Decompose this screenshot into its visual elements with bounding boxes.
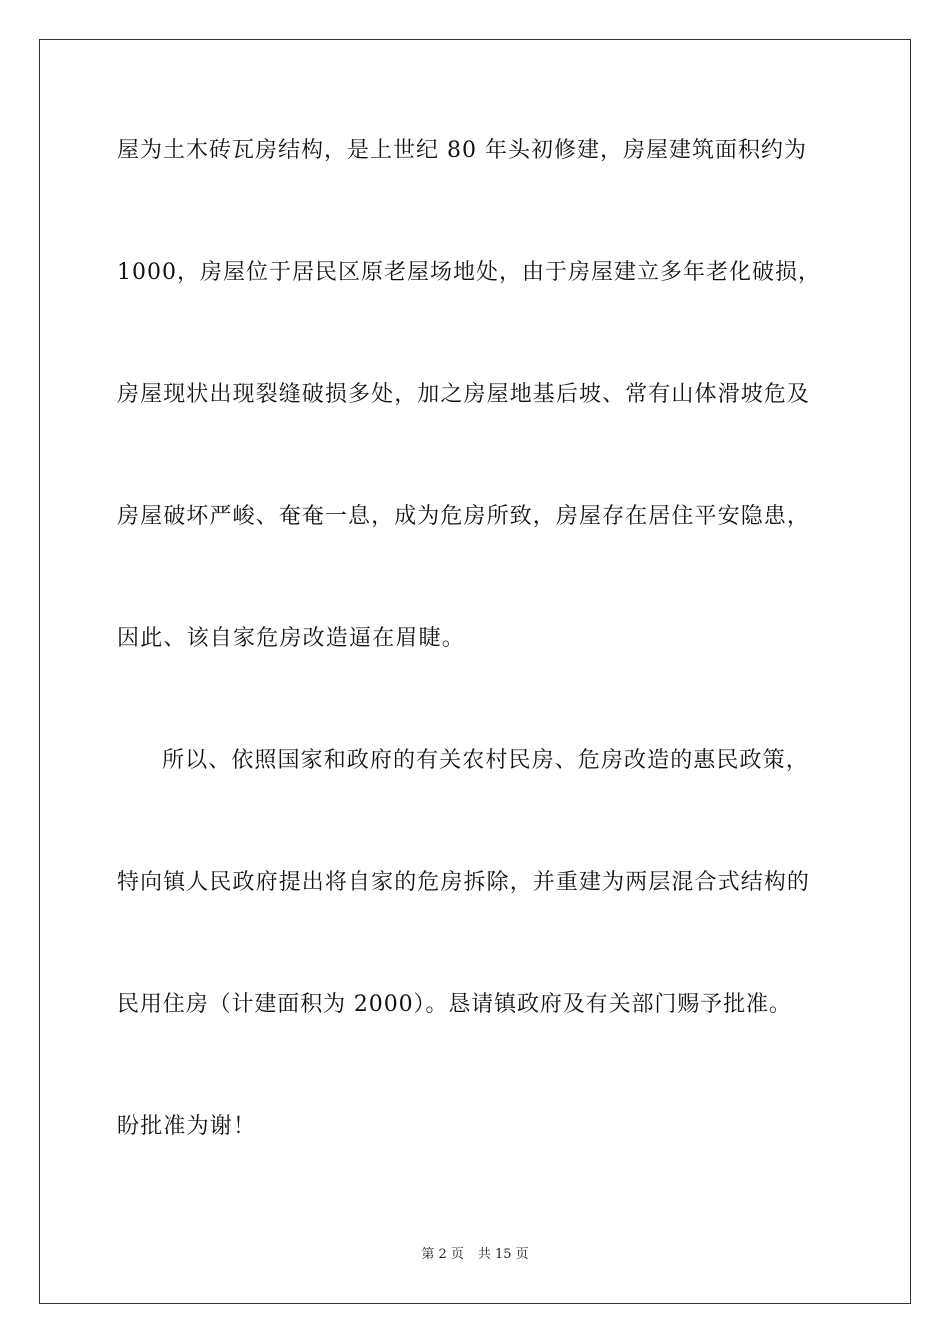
body-line-2: 1000，房屋位于居民区原老屋场地处，由于房屋建立多年老化破损， [117,260,821,285]
page-footer [0,1246,950,1264]
body-line-1: 屋为土木砖瓦房结构，是上世纪 80 年头初修建，房屋建筑面积约为 [117,138,807,163]
body-line-9: 盼批准为谢！ [117,1114,257,1139]
body-line-6: 所以、依照国家和政府的有关农村民房、危房改造的惠民政策， [162,748,809,773]
body-line-8: 民用住房（计建面积为 2000）。恳请镇政府及有关部门赐予批准。 [117,992,792,1017]
body-line-5: 因此、该自家危房改造逼在眉睫。 [117,626,466,651]
page-total: 共 15 页 [477,1247,529,1262]
body-line-7: 特向镇人民政府提出将自家的危房拆除，并重建为两层混合式结构的 [117,870,811,895]
body-line-4: 房屋破坏严峻、奄奄一息，成为危房所致，房屋存在居住平安隐患， [117,504,811,529]
page-number: 第 2 页 [421,1247,464,1262]
body-line-3: 房屋现状出现裂缝破损多处，加之房屋地基后坡、常有山体滑坡危及 [117,382,811,407]
